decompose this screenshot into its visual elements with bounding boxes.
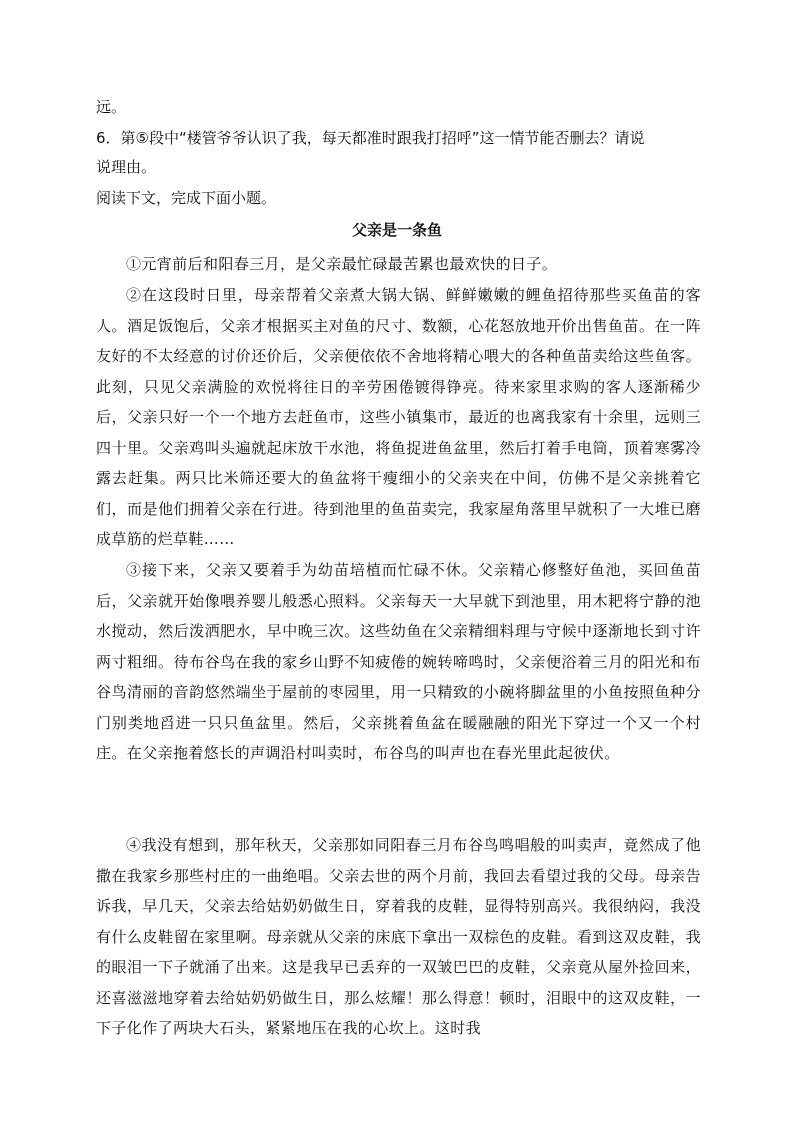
article-paragraph-1: ①元宵前后和阳春三月，是父亲最忙碌最苦累也最欢快的日子。 (126, 255, 558, 273)
article-paragraph-3: ③接下来，父亲又要着手为幼苗培植而忙碌不休。父亲精心修整好鱼池，买回鱼苗后，父亲就开始像喂养婴儿般悉心照料。父亲每天一大早就下到池里，用木耙将宁静的池水搅动，然后泼洒肥水，早中晚三次。这些幼鱼在父亲精细料理与守候中逐渐地长到寸许两寸粗细。待布谷鸟在我的家乡山野不知疲倦的婉转啼鸣时，父亲便浴着三月的阳光和布谷鸟清丽的音韵悠然端坐于屋前的枣园里，用一只精致的小碗将脚盆里的小鱼按照鱼种分门别类地舀进一只只鱼盆里。然后，父亲挑着鱼盆在暖融融的阳光下穿过一个又一个村庄。在父亲拖着悠长的声调沿村叫卖时，布谷鸟的叫声也在春光里此起彼伏。 (96, 561, 701, 762)
reading-instruction: 阅读下文，完成下面小题。 (96, 189, 277, 207)
article-title: 父亲是一条鱼 (351, 221, 442, 239)
article-paragraph-2: ②在这段时日里，母亲帮着父亲煮大锅大锅、鲜鲜嫩嫩的鲤鱼招待那些买鱼苗的客人。酒足饭饱后，父亲才根据买主对鱼的尺寸、数额，心花怒放地开价出售鱼苗。在一阵友好的不太经意的讨价还价后，父亲便依依不舍地将精心喂大的各种鱼苗卖给这些鱼客。此刻，只见父亲满脸的欢悦将往日的辛劳困倦镀得铮亮。待来家里求购的客人逐渐稀少后，父亲只好一个一个地方去赶鱼市，这些小镇集市，最近的也离我家有十余里，远则三四十里。父亲鸡叫头遍就起床放干水池，将鱼捉进鱼盆里，然后打着手电筒，顶着寒雾冷露去赶集。两只比米筛还要大的鱼盆将干瘦细小的父亲夹在中间，仿佛不是父亲挑着它们，而是他们拥着父亲在行进。待到池里的鱼苗卖完，我家屋角落里早就积了一大堆已磨成草筋的烂草鞋…… (96, 286, 701, 548)
question-6-line-2: 说理由。 (96, 158, 157, 176)
question-6-line-1: 6．第⑤段中“楼管爷爷认识了我，每天都准时跟我打招呼”这一情节能否删去？请说 (96, 129, 645, 147)
previous-text-tail: 远。 (96, 98, 127, 116)
article-paragraph-4: ④我没有想到，那年秋天，父亲那如同阳春三月布谷鸟鸣唱般的叫卖声，竟然成了他撒在我家乡那些村庄的一曲绝唱。父亲去世的两个月前，我回去看望过我的父母。母亲告诉我，早几天，父亲去给姑奶奶做生日，穿着我的皮鞋，显得特别高兴。我很纳闷，我没有什么皮鞋留在家里啊。母亲就从父亲的床底下拿出一双棕色的皮鞋。看到这双皮鞋，我的眼泪一下子就涌了出来。这是我早已丢弃的一双皱巴巴的皮鞋，父亲竟从屋外捡回来，还喜滋滋地穿着去给姑奶奶做生日，那么炫耀！那么得意！顿时，泪眼中的这双皮鞋，一下子化作了两块大石头，紧紧地压在我的心坎上。这时我 (96, 836, 701, 1037)
